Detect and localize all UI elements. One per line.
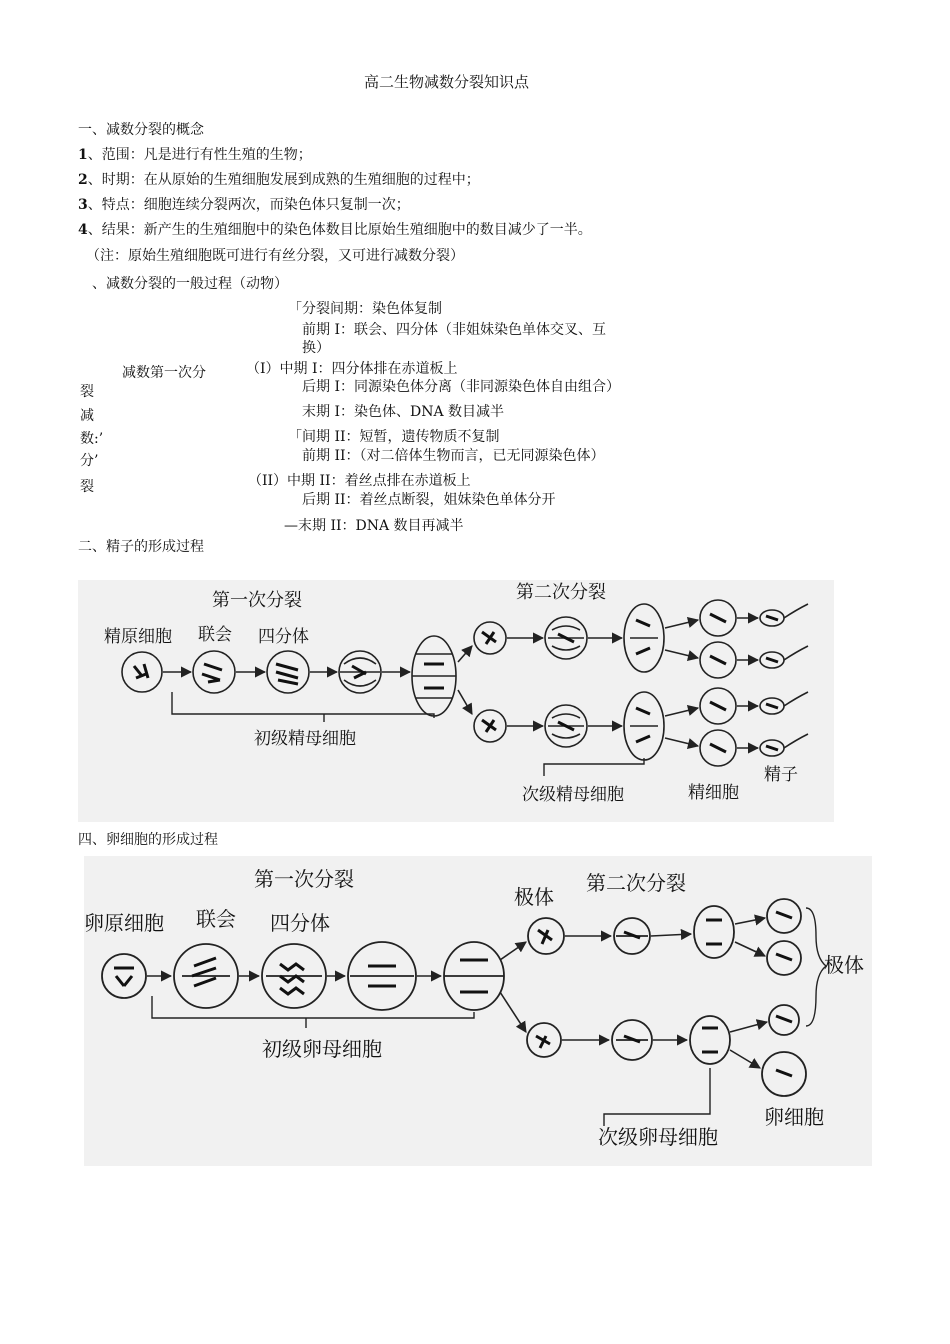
process-line: （II）中期 II：着丝点排在赤道板上 (248, 473, 471, 489)
label-polar-body: 极体 (514, 885, 554, 909)
label-tetrad: 四分体 (258, 627, 309, 647)
label-tetrad: 四分体 (270, 911, 330, 935)
secondary-anaphase-cell (690, 1016, 730, 1064)
label-second-division: 第二次分裂 (586, 871, 686, 895)
process-line: 后期 I：同源染色体分离（非同源染色体自由组合） (302, 379, 620, 395)
label-polar-body-right: 极体 (824, 953, 864, 977)
synapsis-cell (193, 651, 235, 693)
concept-item: 1、范围：凡是进行有性生殖的生物； (78, 147, 312, 163)
sperm-formation-figure (78, 580, 834, 822)
process-line: 「分裂间期：染色体复制 (288, 301, 442, 317)
concept-item: 3、特点：细胞连续分裂两次，而染色体只复制一次； (78, 197, 410, 213)
vertical-char: 裂 (80, 384, 94, 400)
section-heading-egg: 四、卵细胞的形成过程 (78, 832, 218, 848)
concept-item: 2、时期：在从原始的生殖细胞发展到成熟的生殖细胞的过程中； (78, 172, 480, 188)
label-egg-cell: 卵细胞 (764, 1105, 824, 1129)
label-primary-oocyte: 初级卵母细胞 (262, 1037, 382, 1061)
label-synapsis: 联会 (198, 625, 232, 645)
spermatogonium-cell (122, 652, 162, 692)
process-line: 「间期 II：短暂，遗传物质不复制 (288, 429, 500, 445)
process-line: —末期 II：DNA 数目再减半 (284, 518, 464, 534)
label-spermatid: 精细胞 (688, 783, 739, 803)
label-spermatogonium: 精原细胞 (104, 627, 172, 647)
process-line: （I）中期 I：四分体排在赤道板上 (246, 361, 458, 377)
vertical-char: 减 (80, 408, 94, 424)
process-line: 末期 I：染色体、DNA 数目减半 (302, 404, 505, 420)
label-first-division: 第一次分裂 (212, 590, 302, 611)
tetrad-cell (267, 651, 309, 693)
label-oogonium: 卵原细胞 (84, 911, 164, 935)
section-heading-concept: 一、减数分裂的概念 (78, 122, 204, 138)
process-line: 前期 I：联会、四分体（非姐妹染色单体交叉、互 (302, 322, 606, 338)
vertical-char: 裂 (80, 479, 94, 495)
label-secondary-spermatocyte: 次级精母细胞 (522, 785, 624, 805)
first-division-label: 减数第一次分 (122, 365, 206, 381)
egg-formation-figure (84, 856, 872, 1166)
vertical-char: 分’ (80, 453, 99, 469)
process-line: 换） (302, 340, 330, 356)
label-secondary-oocyte: 次级卵母细胞 (598, 1125, 718, 1149)
label-synapsis: 联会 (196, 907, 236, 931)
oogonium-cell (102, 954, 146, 998)
label-second-division: 第二次分裂 (516, 582, 606, 603)
section-heading-process: 、减数分裂的一般过程（动物） (92, 276, 288, 292)
polar-anaphase-cell (694, 906, 734, 958)
label-primary-spermatocyte: 初级精母细胞 (254, 729, 356, 749)
page-title: 高二生物减数分裂知识点 (364, 73, 530, 91)
process-line: 前期 II：（对二倍体生物而言，已无同源染色体） (302, 448, 605, 464)
process-line: 后期 II：着丝点断裂，姐妹染色单体分开 (302, 492, 556, 508)
section-heading-sperm: 二、精子的形成过程 (78, 539, 204, 555)
label-sperm: 精子 (764, 765, 798, 785)
concept-note: （注：原始生殖细胞既可进行有丝分裂，又可进行减数分裂） (86, 248, 464, 264)
concept-item: 4、结果：新产生的生殖细胞中的染色体数目比原始生殖细胞中的数目减少了一半。 (78, 222, 592, 238)
label-first-division: 第一次分裂 (254, 867, 354, 891)
vertical-char: 数:’ (80, 431, 104, 447)
